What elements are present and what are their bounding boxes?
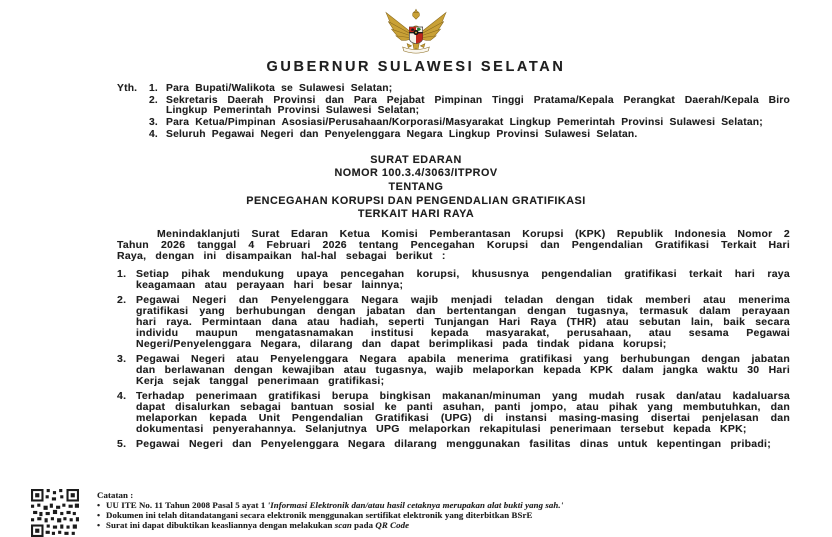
recipient-list	[149, 84, 790, 142]
provision-item: 4. Terhadap penerimaan gratifikasi berupa bingkisan makanan/minuman yang mudah rusak dan/atau kadaluarsa dapat disalurkan sebagai bantuan sosial ke panti asuhan, panti jompo, atau pihak yang membutuhkan, dan melaporkan kepada Unit Pengendalian Gratifikasi (UPG) di instansi masing-masing disertai penjelasan dan dokumentasi penyerahannya. Selanjutnya UPG melaporkan rekapitulasi penerimaan tersebut kepada KPK;	[117, 390, 790, 436]
qr-code-icon	[31, 489, 79, 537]
recipient-item: 4. Seluruh Pegawai Negeri dan Penyelenggara Negara Lingkup Provinsi Sulawesi Selatan.	[149, 128, 638, 140]
subject-line-2: TERKAIT HARI RAYA	[357, 208, 475, 221]
recipient-item: 1. Para Bupati/Walikota se Sulawesi Selatan;	[149, 83, 393, 94]
note-qr-verification: • Surat ini dapat dibuktikan keasliannya dengan melakukan scan pada QR Code	[97, 519, 410, 530]
salutation: Yth.	[117, 83, 138, 94]
footer-notes	[97, 491, 812, 530]
intro-paragraph: Menindaklanjuti Surat Edaran Ketua Komisi Pemberantasan Korupsi (KPK) Republik Indonesia Nomor 2 Tahun 2026 tanggal 4 Februari 2026 tentang Pencegahan Korupsi dan Pengendalian Gratifikasi Terkait Hari Raya, dengan ini disampaikan hal-hal sebagai berikut :	[117, 228, 790, 263]
document-type: SURAT EDARAN	[370, 153, 462, 166]
government-office-title: GUBERNUR SULAWESI SELATAN	[266, 59, 566, 75]
note-legal-basis: • UU ITE No. 11 Tahun 2008 Pasal 5 ayat 1 'Informasi Elektronik dan/atau hasil cetaknya merupakan alat bukti yang sah.'	[97, 499, 564, 510]
provision-list	[117, 269, 790, 450]
provision-item: 3. Pegawai Negeri atau Penyelenggara Negara apabila menerima gratifikasi yang berhubungan dengan jabatan dan berlawanan dengan kewajiban atau tugasnya, wajib melaporkan kepada KPK dalam jangka waktu 30 Hari Kerja sejak tanggal penerimaan gratifikasi;	[117, 353, 790, 388]
note-electronic-signature: • Dokumen ini telah ditandatangani secara elektronik menggunakan sertifikat elektronik yang diterbitkan BSrE	[97, 509, 533, 520]
bullet-icon: •	[97, 499, 101, 510]
bullet-icon: •	[97, 509, 101, 520]
provision-item: 5. Pegawai Negeri dan Penyelenggara Negara dilarang menggunakan fasilitas dinas untuk kepentingan pribadi;	[117, 438, 771, 451]
provision-item: 2. Pegawai Negeri dan Penyelenggara Negara wajib menjadi teladan dengan tidak memberi atau menerima gratifikasi yang berhubungan dengan jabatan dan bertentangan dengan tugasnya, termasuk dalam perayaan hari raya. Permintaan dana atau hadiah, seperti Tunjangan Hari Raya (THR) atau sebutan lain, baik secara individu maupun mengatasnamakan institusi kepada masyarakat, perusahaan, atau sesama Pegawai Negeri/Penyelenggara Negara, dilarang dan dapat berimplikasi pada tindak pidana korupsi;	[117, 294, 790, 351]
bullet-icon: •	[97, 519, 101, 530]
letterhead	[0, 0, 832, 75]
letter-heading	[0, 154, 832, 222]
recipient-item: 3. Para Ketua/Pimpinan Asosiasi/Perusahaan/Korporasi/Masyarakat Lingkup Pemerintah Provinsi Sulawesi Selatan;	[149, 117, 763, 129]
subject-line-1: PENCEGAHAN KORUPSI DAN PENGENDALIAN GRATIFIKASI	[246, 194, 586, 207]
notes-title: Catatan :	[97, 490, 134, 500]
recipient-item: 2. Sekretaris Daerah Provinsi dan Para Pejabat Pimpinan Tinggi Pratama/Kepala Perangkat Daerah/Kepala Biro Lingkup Pemerintah Provinsi Sulawesi Selatan;	[149, 94, 790, 117]
provision-item: 1. Setiap pihak mendukung upaya pencegahan korupsi, khususnya pengendalian gratifikasi terkait hari raya keagamaan atau perayaan hari besar lainnya;	[117, 268, 790, 292]
garuda-pancasila-emblem-icon	[382, 7, 450, 57]
about-label: TENTANG	[388, 180, 444, 193]
recipient-address-block	[117, 84, 790, 142]
document-number: NOMOR 100.3.4/3063/ITPROV	[334, 167, 498, 180]
pancasila-shield	[409, 27, 422, 44]
